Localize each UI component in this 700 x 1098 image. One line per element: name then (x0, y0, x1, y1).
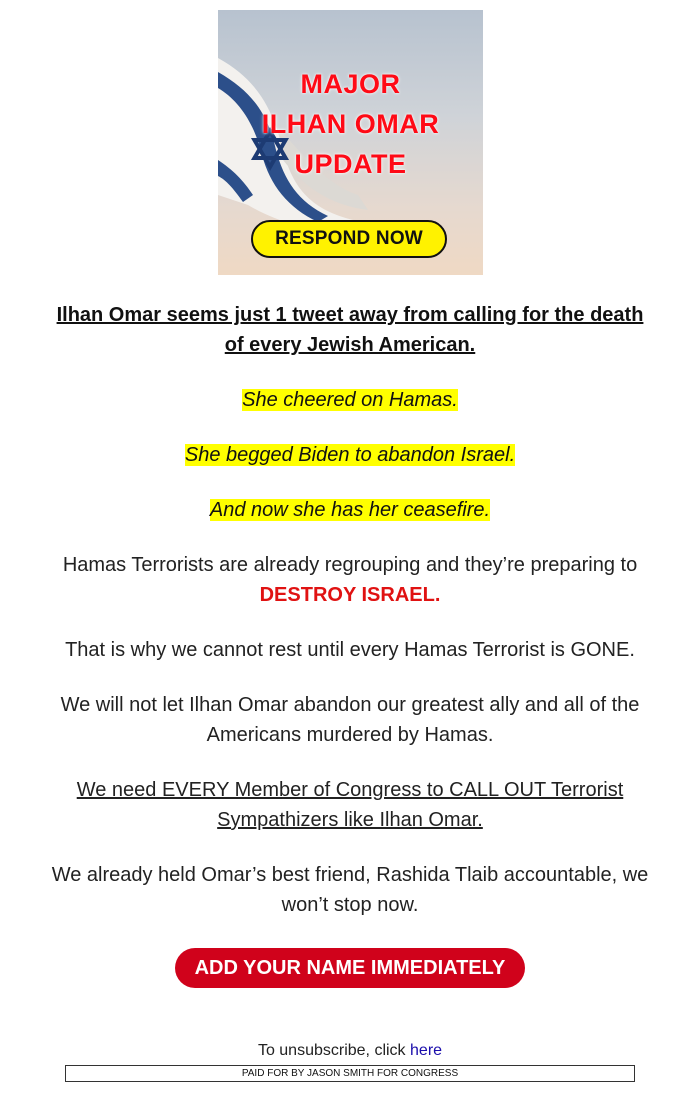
hero-title (238, 64, 463, 184)
paragraph-text: Hamas Terrorists are already regrouping and they’re preparing to (62, 554, 638, 576)
lead-headline: Ilhan Omar seems just 1 tweet away from calling for the death of every Jewish American. (56, 304, 644, 356)
email-body (50, 300, 650, 945)
paragraph-tlaib: We already held Omar’s best friend, Rashida Tlaib accountable, we won’t stop now. (51, 864, 649, 916)
destroy-israel-emphasis: DESTROY ISRAEL. (259, 584, 441, 606)
respond-now-button[interactable]: RESPOND NOW (251, 220, 447, 258)
highlight-line: And now she has her ceasefire. (209, 499, 491, 521)
hero-banner[interactable] (218, 10, 483, 275)
unsubscribe-text: To unsubscribe, click (257, 1042, 406, 1059)
unsubscribe-link[interactable]: here (410, 1042, 443, 1059)
unsubscribe-line (0, 1042, 700, 1060)
cta-container (0, 948, 700, 988)
hero-title-line: UPDATE (294, 149, 407, 179)
highlight-line: She cheered on Hamas. (242, 389, 458, 411)
paid-for-disclaimer: PAID FOR BY JASON SMITH FOR CONGRESS (65, 1065, 635, 1082)
paragraph-regrouping (50, 550, 650, 610)
paragraph-ally: We will not let Ilhan Omar abandon our greatest ally and all of the Americans murdered by Hamas. (60, 694, 640, 746)
call-out-link[interactable]: We need EVERY Member of Congress to CALL OUT Terrorist Sympathizers like Ilhan Omar. (76, 779, 624, 831)
hero-title-line: ILHAN OMAR (261, 109, 440, 139)
hero-title-line: MAJOR (300, 69, 401, 99)
paragraph-cannot-rest: That is why we cannot rest until every Hamas Terrorist is GONE. (65, 639, 635, 661)
add-your-name-button[interactable]: ADD YOUR NAME IMMEDIATELY (175, 948, 525, 988)
highlight-line: She begged Biden to abandon Israel. (184, 444, 516, 466)
